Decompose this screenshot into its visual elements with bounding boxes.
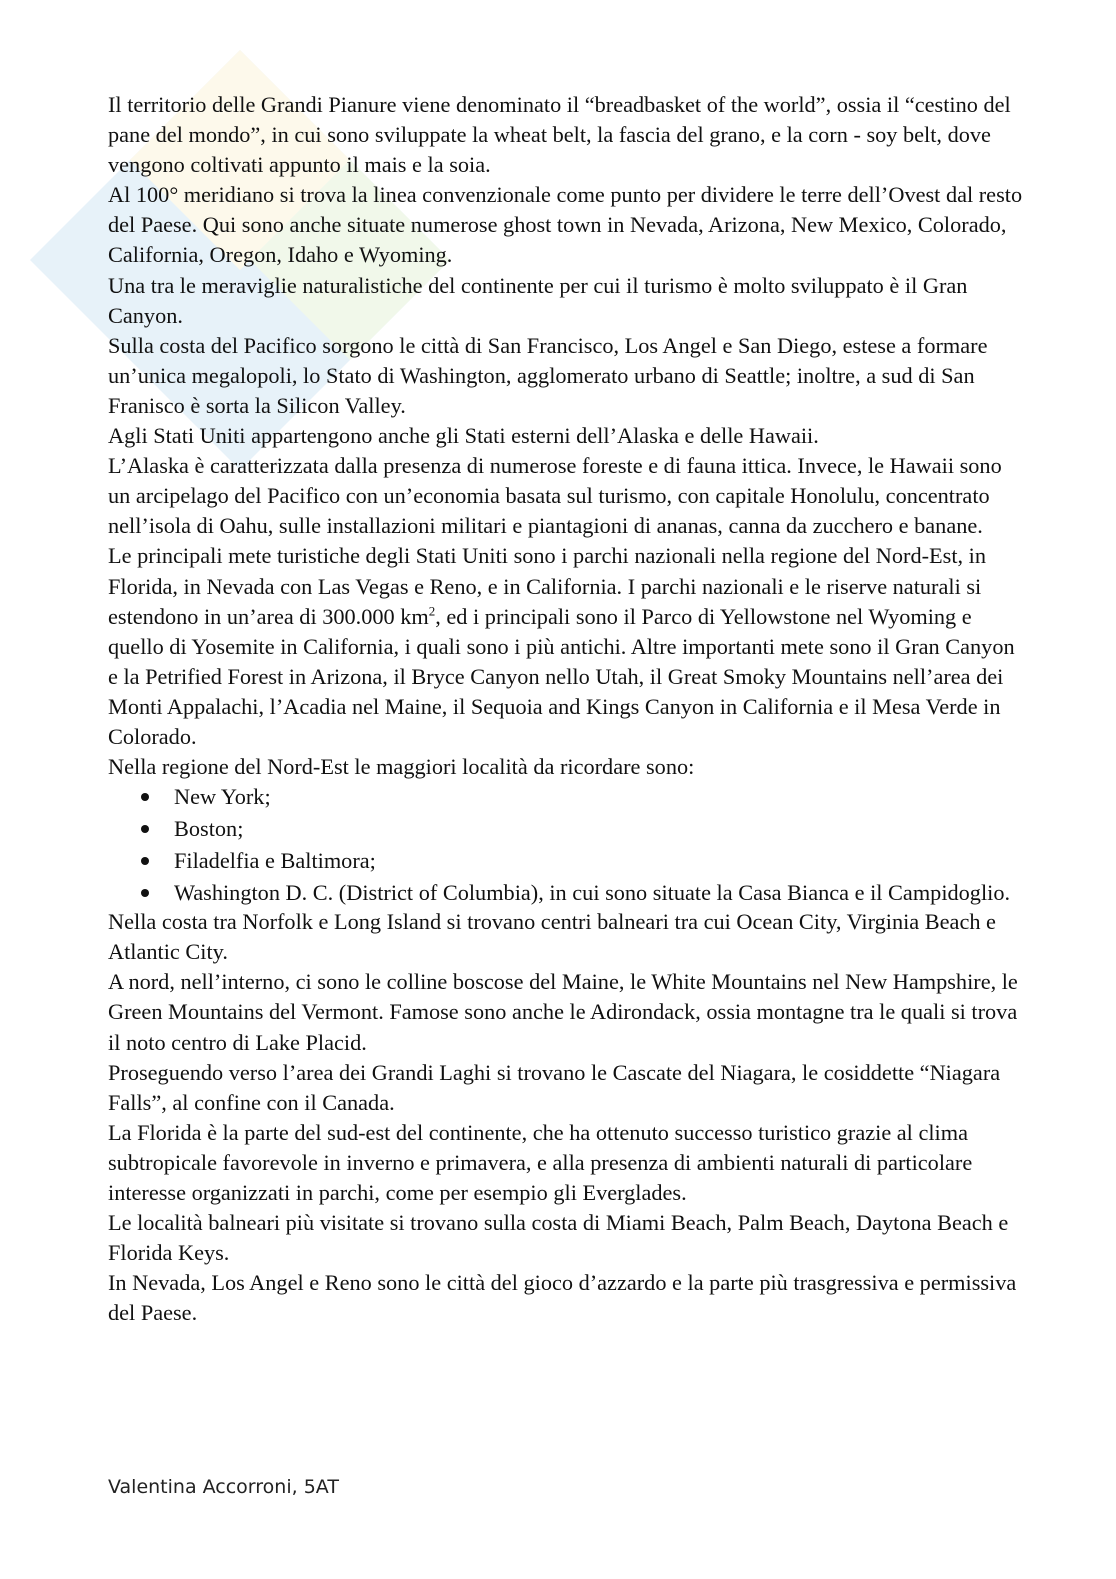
list-item-text: Filadelfia e Baltimora;	[174, 848, 376, 874]
list-item	[108, 878, 1028, 907]
list-item	[108, 814, 1028, 843]
list-item	[108, 782, 1028, 811]
list-intro: Nella regione del Nord-Est le maggiori località da ricordare sono:	[108, 754, 695, 780]
paragraph: L’Alaska è caratterizzata dalla presenza di numerose foreste e di fauna ittica. Invece, le Hawaii sono un arcipelago del Pacifico con un’economia basata sul turismo, con capitale Honolulu, concentrato nell’isola di Oahu, sulle installazioni militari e piantagioni di ananas, canna da zucchero e banane.	[108, 453, 1002, 539]
parks-text-start: Le principali mete turistiche degli Stati Uniti sono i parchi nazionali nella regione del Nord-Est, in Florida, in Nevada con Las Vegas e Reno, e in California. I parchi nazionali e le riserve naturali si estendono in un’area di 300.000 km	[108, 543, 987, 629]
list-item-text: Washington D. C. (District of Columbia), in cui sono situate la Casa Bianca e il Campidoglio.	[174, 880, 1011, 906]
paragraph: Le località balneari più visitate si trovano sulla costa di Miami Beach, Palm Beach, Daytona Beach e Florida Keys.	[108, 1210, 1009, 1266]
paragraph: In Nevada, Los Angel e Reno sono le città del gioco d’azzardo e la parte più trasgressiva e permissiva del Paese.	[108, 1270, 1017, 1326]
list-item-text: New York;	[174, 784, 271, 810]
footer-author: Valentina Accorroni, 5AT	[108, 1476, 339, 1498]
superscript: 2	[428, 603, 436, 619]
bullet-icon	[141, 825, 149, 833]
parks-text-end: , ed i principali sono il Parco di Yellowstone nel Wyoming e quello di Yosemite in California, i quali sono i più antichi. Altre importanti mete sono il Gran Canyon e la Petrified Forest in Arizona, il Bryce Canyon nello Utah, il Great Smoky Mountains nell’area dei Monti Appalachi, l’Acadia nel Maine, il Sequoia and Kings Canyon in California e il Mesa Verde in Colorado.	[108, 603, 1015, 749]
paragraph: Proseguendo verso l’area dei Grandi Laghi si trovano le Cascate del Niagara, le cosiddette “Niagara Falls”, al confine con il Canada.	[108, 1059, 1001, 1115]
paragraph: Una tra le meraviglie naturalistiche del continente per cui il turismo è molto sviluppato è il Gran Canyon.	[108, 272, 968, 328]
paragraph: La Florida è la parte del sud-est del continente, che ha ottenuto successo turistico grazie al clima subtropicale favorevole in inverno e primavera, e alla presenza di ambienti naturali di particolare interesse organizzati in parchi, come per esempio gli Everglades.	[108, 1119, 973, 1205]
bullet-icon	[141, 793, 149, 801]
bullet-icon	[141, 857, 149, 865]
document-body	[108, 90, 1028, 1328]
paragraph: Nella costa tra Norfolk e Long Island si trovano centri balneari tra cui Ocean City, Virginia Beach e Atlantic City.	[108, 909, 996, 965]
parks-paragraph	[108, 541, 1028, 752]
list-item	[108, 846, 1028, 875]
list-item-text: Boston;	[174, 816, 244, 842]
paragraph: Al 100° meridiano si trova la linea convenzionale come punto per dividere le terre dell’Ovest dal resto del Paese. Qui sono anche situate numerose ghost town in Nevada, Arizona, New Mexico, Colorado, California, Oregon, Idaho e Wyoming.	[108, 182, 1023, 268]
bullet-list	[108, 782, 1028, 907]
paragraph: Agli Stati Uniti appartengono anche gli Stati esterni dell’Alaska e delle Hawaii.	[108, 423, 819, 449]
paragraph: Il territorio delle Grandi Pianure viene denominato il “breadbasket of the world”, ossia il “cestino del pane del mondo”, in cui sono sviluppate la wheat belt, la fascia del grano, e la corn - soy belt, dove vengono coltivati appunto il mais e la soia.	[108, 92, 1011, 178]
paragraph: A nord, nell’interno, ci sono le colline boscose del Maine, le White Mountains nel New Hampshire, le Green Mountains del Vermont. Famose sono anche le Adirondack, ossia montagne tra le quali si trova il noto centro di Lake Placid.	[108, 969, 1018, 1055]
bullet-icon	[141, 889, 149, 897]
paragraph: Sulla costa del Pacifico sorgono le città di San Francisco, Los Angel e San Diego, estese a formare un’unica megalopoli, lo Stato di Washington, agglomerato urbano di Seattle; inoltre, a sud di San Franisco è sorta la Silicon Valley.	[108, 332, 988, 418]
